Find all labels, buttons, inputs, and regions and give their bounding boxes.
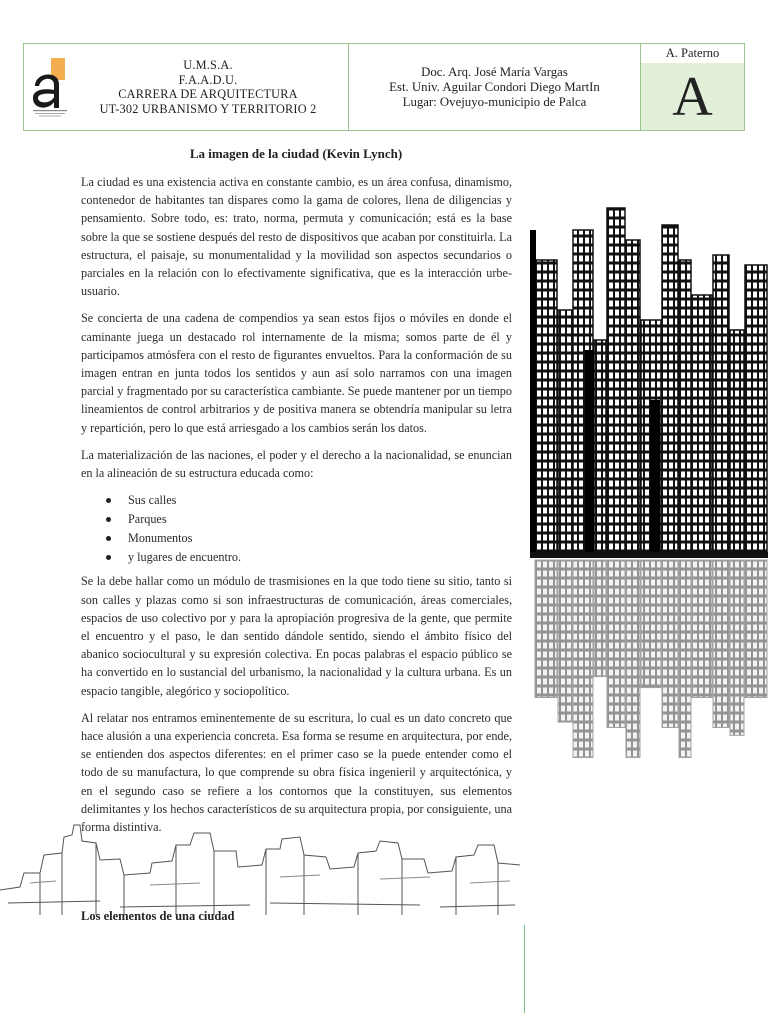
institution-lines: [72, 58, 344, 116]
building-12: [730, 330, 744, 552]
location-line: Lugar: Ovejuyo-municipio de Palca: [402, 94, 587, 109]
institution-line: F.A.A.D.U.: [178, 72, 238, 87]
building-reflection-2: [558, 560, 572, 722]
institution-line: UT-302 URBANISMO Y TERRITORIO 2: [99, 101, 317, 116]
paragraph: Al relatar nos entramos eminentemente de su escritura, lo cual es un dato concreto que hace alusión a una experiencia concreta. Esa forma se resume en arquitectura, por ende, se entienden dos aspectos diferentes: en el primer caso se la puede entender como el todo de su manufactura, lo que comprende su obra física ingenieril y arquitectónica, y en el segundo caso se refiere a los contornos que la constituyen, sus elementos delimitantes y los hechos característicos de su arquitectura propia, por consiguiente, una forma distintiva.: [81, 710, 512, 835]
bullet-icon: [106, 498, 111, 503]
grade-letter: A: [641, 63, 744, 130]
list-item: [106, 529, 512, 548]
skyline-reflection: [535, 560, 767, 758]
elements-list: [81, 491, 512, 566]
institution-cell: [24, 44, 349, 130]
skyline-sketch: [0, 815, 520, 925]
paragraph: La materialización de las naciones, el poder y el derecho a la nacionalidad, se enuncian en la alineación de su estructura educada como:: [81, 447, 512, 481]
bullet-icon: [106, 517, 111, 522]
building-1: [535, 260, 557, 552]
list-item: [106, 548, 512, 567]
list-item: [106, 510, 512, 529]
author-cell: [349, 44, 641, 130]
building-reflection-11: [713, 560, 729, 728]
bullet-icon: [106, 555, 111, 560]
bullet-icon: [106, 536, 111, 541]
list-item: [106, 491, 512, 510]
building-4: [594, 340, 606, 552]
building-13: [745, 265, 767, 552]
list-item-label: Sus calles: [128, 493, 177, 508]
building-reflection-7: [641, 560, 661, 688]
article-title: La imagen de la ciudad (Kevin Lynch): [189, 146, 403, 161]
city-reflection-illustration: [530, 200, 768, 810]
grade-cell: [641, 44, 744, 130]
building-shadow-2: [585, 350, 594, 552]
building-reflection-12: [730, 560, 744, 735]
building-reflection-1: [535, 560, 557, 698]
building-6: [626, 240, 640, 552]
faadu-logo: [29, 52, 71, 118]
skyline-buildings: [530, 208, 767, 552]
student-line: Est. Univ. Aguilar Condori Diego MartIn: [389, 79, 600, 94]
building-reflection-8: [662, 560, 678, 728]
list-item-label: Parques: [128, 512, 167, 527]
institution-line: CARRERA DE ARQUITECTURA: [118, 87, 298, 102]
building-8: [662, 225, 678, 552]
paragraph: La ciudad es una existencia activa en constante cambio, es un área confusa, dinamismo, contenedor de habitantes tan dispares como la gama de colores, llena de diligencias y pensamiento. Sobre todo, es: trato, norma, permuta y comunicación; está es la base sobre la que se sostiene después del resto de dispositivos que acaban por constituirla. La estructura, el paisaje, su monumentalidad y la movilidad son aspectos secundarios o parciales en la relación con lo efectivamente significativa, que es la interacción urbe-usuario.: [81, 175, 512, 299]
building-5: [607, 208, 625, 552]
section-heading: Los elementos de una ciudad: [81, 909, 235, 923]
building-reflection-9: [679, 560, 691, 758]
building-reflection-5: [607, 560, 625, 728]
paragraph: Se la debe hallar como un módulo de trasmisiones en la que todo tiene su sitio, tanto si son calles y plazas como si son infraestructuras de comunicación, áreas comerciales, espacios de uso colectivo por y para la apropiación progresiva de la gente, que permite el encuentro y el paso, le dan sentido dándole sentido, siendo el ámbito físico del abanico sociocultural y su expresión colectiva. En pocas palabras el espacio público se ha convertido en lo sustancial del urbanismo, la nacionalidad y la cultura urbana. Es un espacio tangible, alegórico y sociopolítico.: [81, 574, 512, 698]
building-11: [713, 255, 729, 552]
building-reflection-4: [594, 560, 606, 677]
building-reflection-10: [692, 560, 712, 698]
document-header: [23, 43, 745, 131]
list-item-label: y lugares de encuentro.: [128, 549, 242, 564]
building-shadow-3: [650, 400, 660, 552]
article-body: [81, 173, 512, 845]
building-2: [558, 310, 572, 552]
paragraph: Se concierta de una cadena de compendios ya sean estos fijos o móviles en donde el caminante juega un destacado rol internamente de la misma; somos parte de él y participamos atmósfera con el resto de figurantes envueltos. Para la conformación de su imagen entran en junta todos los sentidos y aun así solo narramos con una imagen parcial y fragmentado por su característica cambiante. Se puede mantener por un tiempo lineamientos de control arbitrarios y de positiva manera se obtendría manipular su letra y repartición, pero lo que está arriesgado a los cambios serán los datos.: [81, 311, 512, 435]
surname-label: A. Paterno: [641, 44, 744, 64]
teacher-line: Doc. Arq. José María Vargas: [421, 65, 568, 79]
building-reflection-6: [626, 560, 640, 758]
building-10: [692, 295, 712, 552]
building-shadow-1: [530, 230, 536, 552]
institution-line: U.M.S.A.: [183, 58, 233, 72]
list-item-label: Monumentos: [128, 530, 193, 545]
building-reflection-3: [573, 560, 593, 758]
margin-line: [524, 925, 525, 1013]
building-9: [679, 260, 691, 552]
building-reflection-13: [745, 560, 767, 698]
